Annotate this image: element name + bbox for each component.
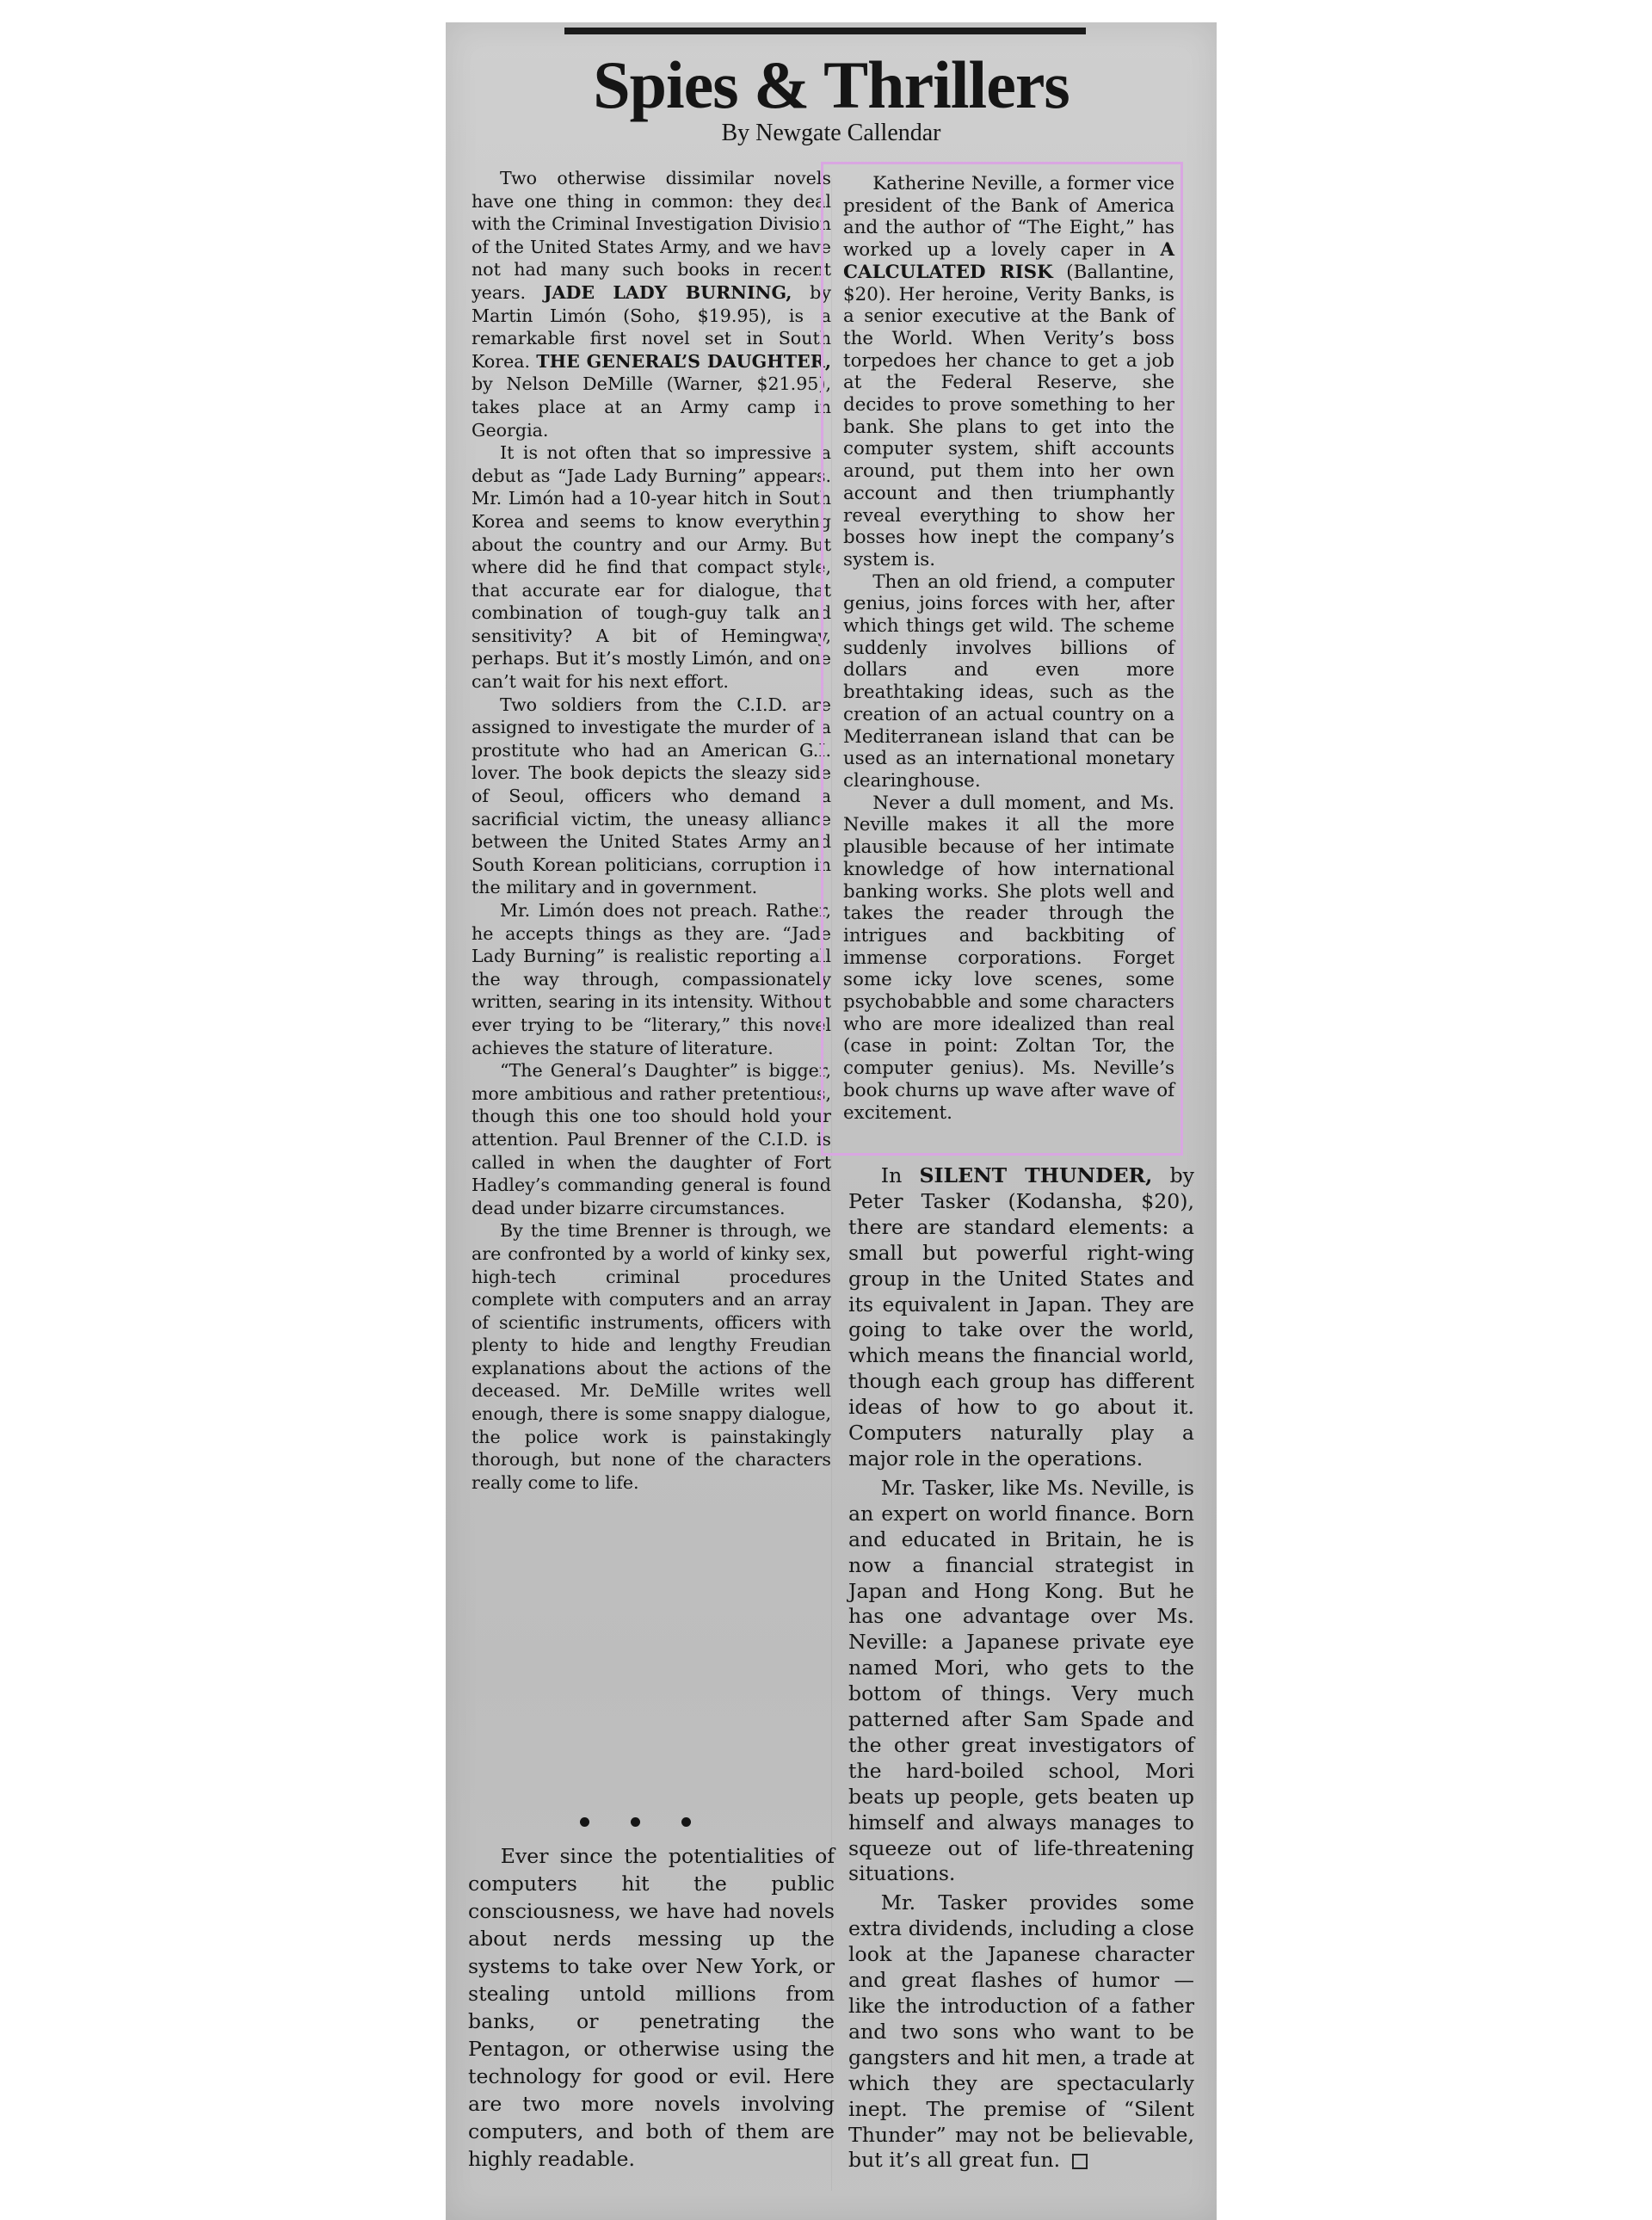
- book-title: SILENT THUNDER,: [919, 1163, 1153, 1187]
- paragraph: [472, 167, 831, 441]
- section-break: [506, 1809, 764, 1835]
- byline: By Newgate Callendar: [721, 120, 941, 146]
- end-of-article-mark: [1072, 2154, 1088, 2169]
- newspaper-clipping: [446, 22, 1217, 2220]
- left-column-lower: [468, 1842, 835, 2173]
- paragraph: [472, 899, 831, 1059]
- paragraph: [848, 1890, 1194, 2174]
- paragraph-text: Never a dull moment, and Ms. Neville makes it all the more plausible because of her intimate knowledge of how international banking works. She plots well and takes the reader through the intrigues and backbiting of immense corporations. Forget some icky love scenes, some psychobabble and some characters who are more idealized than real (case in point: Zoltan Tor, the computer genius). Ms. Neville’s book churns up wave after wave of excitement.: [843, 792, 1174, 1124]
- section-break-dot: [631, 1817, 640, 1827]
- section-break-dot: [681, 1817, 691, 1827]
- right-column-lower: [848, 1163, 1194, 2174]
- paragraph-text: Mr. Tasker, like Ms. Neville, is an expert on world finance. Born and educated in Britain, he is now a financial strategist in Japan and Hong Kong. But he has one advantage over Ms. Neville: a Japanese private eye named Mori, who gets to the bottom of things. Very much patterned after Sam Spade and the other great investigators of the hard-boiled school, Mori beats up people, gets beaten up himself and always manages to squeeze out of life-threatening situations.: [848, 1475, 1194, 1886]
- paragraph: [472, 441, 831, 694]
- paragraph-text: “The General’s Daughter” is bigger, more ambitious and rather pretentious, though this one too should hold your attention. Paul Brenner of the C.I.D. is called in when the daughter of Fort Hadley’s commanding general is found dead under bizarre circumstances.: [472, 1060, 831, 1218]
- paragraph-text: by Nelson DeMille (Warner, $21.95), takes place at an Army camp in Georgia.: [472, 373, 831, 441]
- paragraph: [848, 1476, 1194, 1888]
- paragraph-text: Two otherwise dissimilar novels have one thing in common: they deal with the Criminal Investigation Division of the United States Army, and we have not had many such books in recent years.: [472, 168, 831, 303]
- paragraph: [843, 173, 1174, 571]
- paragraph: [843, 571, 1174, 792]
- paragraph-text: Mr. Tasker provides some extra dividends, including a close look at the Japanese character and great flashes of humor — like the introduction of a father and two sons who want to be gangsters and hit men, a trade at which they are spectacularly inept. The premise of “Silent Thunder” may not be believable, but it’s all great fun.: [848, 1890, 1194, 2173]
- paragraph-text: By the time Brenner is through, we are confronted by a world of kinky sex, high-tech criminal procedures complete with computers and an array of scientific instruments, officers with plenty to hide and lengthy Freudian explanations about the actions of the deceased. Mr. DeMille writes well enough, there is some snappy dialogue, the police work is painstakingly thorough, but none of the characters really come to life.: [472, 1220, 831, 1493]
- paragraph: [848, 1163, 1194, 1472]
- paragraph-text: by Martin Limón (Soho, $19.95), is a remarkable first novel set in South Korea.: [472, 281, 831, 372]
- book-title: A CALCULATED RISK: [843, 239, 1174, 283]
- paragraph-text: In: [880, 1163, 920, 1187]
- book-title: JADE LADY BURNING,: [543, 281, 792, 303]
- paragraph-text: Two soldiers from the C.I.D. are assigned to investigate the murder of a prostitute who had an American G.I. lover. The book depicts the sleazy side of Seoul, officers who demand a sacrificial victim, the uneasy alliance between the United States Army and South Korean politicians, corruption in the military and in government.: [472, 694, 831, 898]
- paragraph-text: Katherine Neville, a former vice president of the Bank of America and the author of “The Eight,” has worked up a lovely caper in: [843, 173, 1174, 262]
- paragraph-text: Mr. Limón does not preach. Rather, he accepts things as they are. “Jade Lady Burning” is realistic reporting all the way through, compassionately written, searing in its intensity. Without ever trying to be “literary,” this novel achieves the stature of literature.: [472, 900, 831, 1058]
- left-column: [472, 167, 831, 1494]
- paragraph: [472, 1059, 831, 1219]
- section-break-dot: [580, 1817, 589, 1827]
- paragraph-text: It is not often that so impressive a debut as “Jade Lady Burning” appears. Mr. Limón had a 10-year hitch in South Korea and seems to know everything about the country and our Army. But where did he find that compact style, that accurate ear for dialogue, that combination of tough-guy talk and sensitivity? A bit of Hemingway, perhaps. But it’s mostly Limón, and one can’t wait for his next effort.: [472, 442, 831, 693]
- book-title: THE GENERAL’S DAUGHTER,: [536, 350, 831, 372]
- paragraph-text: Then an old friend, a computer genius, joins forces with her, after which things get wild. The scheme suddenly involves billions of dollars and even more breathtaking ideas, such as the creation of an actual country on a Mediterranean island that can be used as an international monetary clearinghouse.: [843, 570, 1174, 792]
- paragraph: [468, 1842, 835, 2173]
- paragraph: [843, 792, 1174, 1125]
- paragraph-text: (Ballantine, $20). Her heroine, Verity Banks, is a senior executive at the Bank of the World. When Verity’s boss torpedoes her chance to get a job at the Federal Reserve, she decides to prove something to her bank. She plans to get into the computer system, shift accounts around, put them into her own account and then triumphantly reveal everything to show her bosses how inept the company’s system is.: [843, 261, 1174, 570]
- right-column-highlighted: [843, 173, 1174, 1124]
- top-rule: [564, 28, 1086, 34]
- paragraph-text: by Peter Tasker (Kodansha, $20), there are standard elements: a small but powerful right-wing group in the United States and its equivalent in Japan. They are going to take over the world, which means the financial world, though each group has different ideas of how to go about it. Computers naturally play a major role in the operations.: [848, 1163, 1195, 1471]
- paragraph-text: Ever since the potentialities of computers hit the public consciousness, we have had novels about nerds messing up the systems to take over New York, or stealing untold millions from banks, or penetrating the Pentagon, or otherwise using the technology for good or evil. Here are two more novels involving computers, and both of them are highly readable.: [468, 1844, 835, 2171]
- paragraph: [472, 1219, 831, 1494]
- headline: Spies & Thrillers: [593, 47, 1069, 122]
- paragraph: [472, 694, 831, 899]
